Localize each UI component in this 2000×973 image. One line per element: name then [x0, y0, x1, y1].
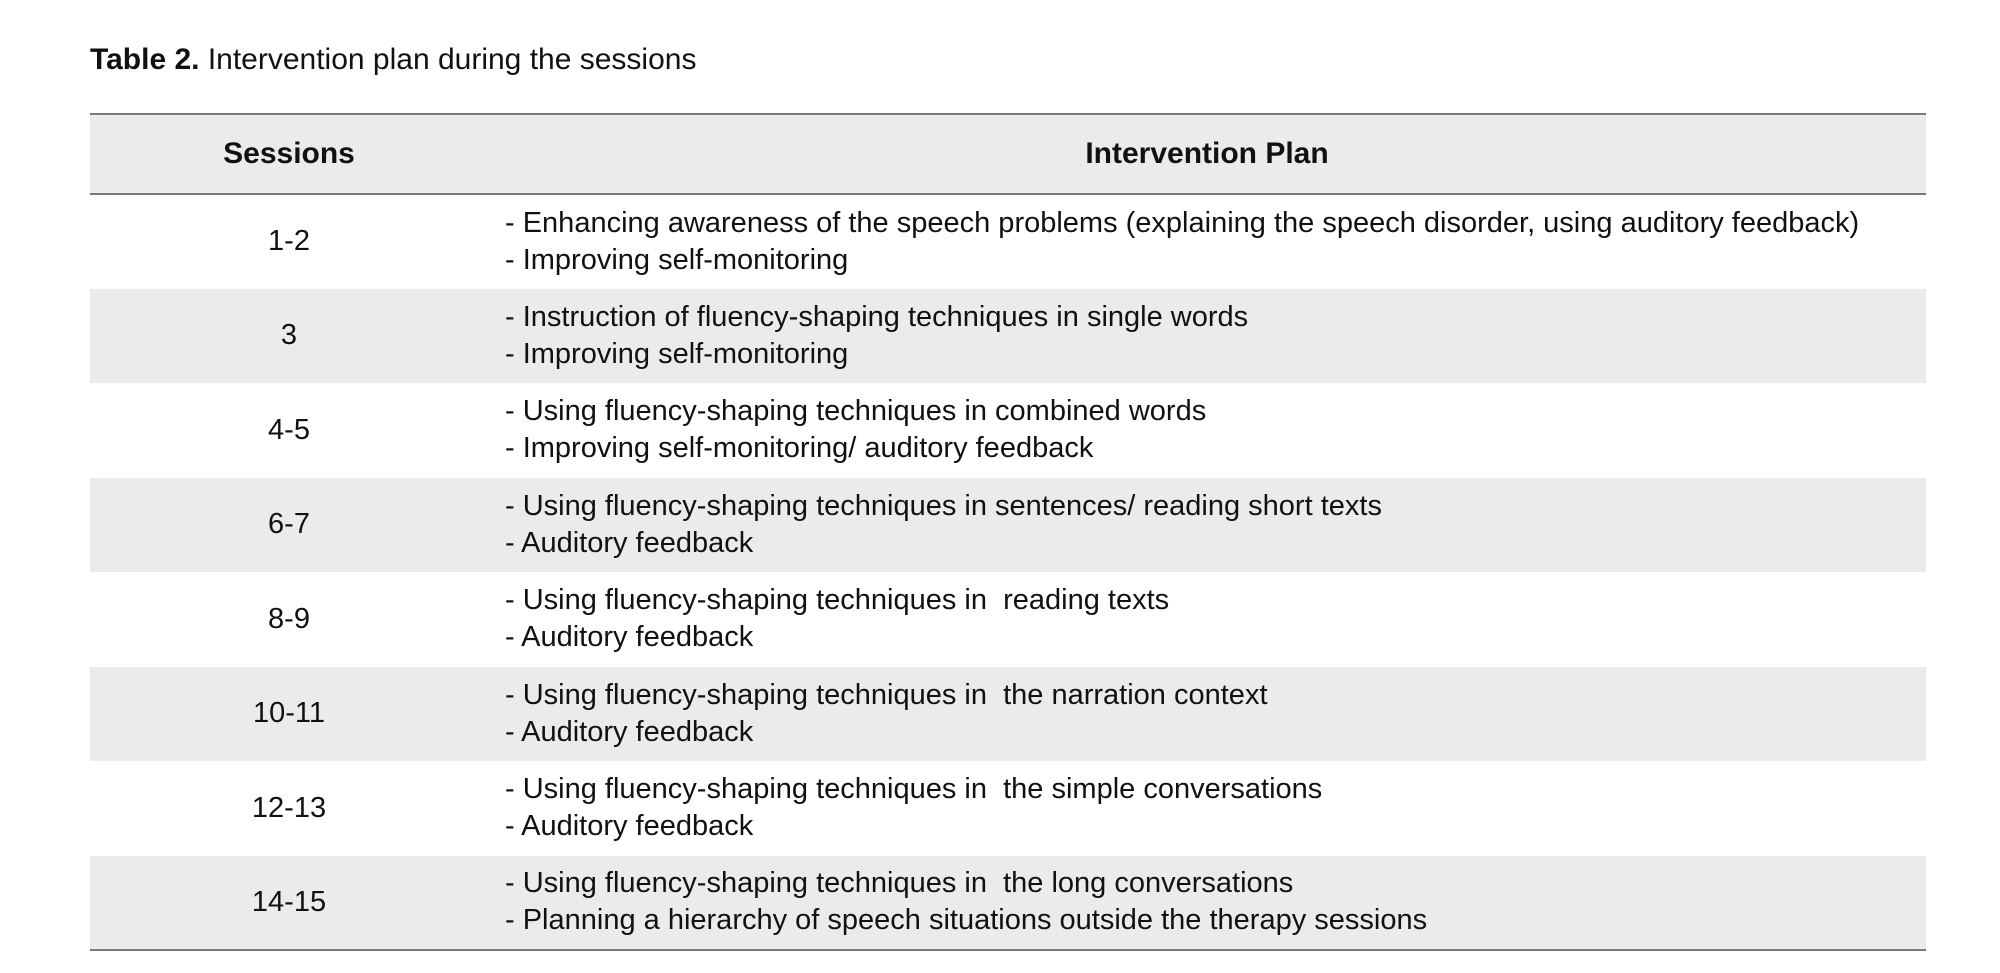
plan-line: - Using fluency-shaping techniques in sentences/ reading short texts	[505, 489, 1382, 522]
plan-line: - Using fluency-shaping techniques in the long conversations	[505, 867, 1294, 900]
plan-cell	[488, 194, 1926, 289]
plan-line: - Using fluency-shaping techniques in the narration context	[505, 678, 1268, 711]
plan-line: - Planning a hierarchy of speech situations outside the therapy sessions	[505, 904, 1428, 937]
caption-text: Intervention plan during the sessions	[199, 43, 697, 76]
plan-line: - Improving self-monitoring/ auditory feedback	[505, 432, 1094, 465]
session-cell: 3	[280, 319, 298, 352]
session-cell: 10-11	[252, 697, 326, 730]
plan-line: - Auditory feedback	[505, 810, 754, 843]
plan-line: - Enhancing awareness of the speech problems (explaining the speech disorder, using auditory feedback)	[505, 206, 1860, 239]
plan-cell	[488, 572, 1926, 667]
caption-label: Table 2.	[90, 43, 200, 76]
plan-line: - Using fluency-shaping techniques in combined words	[505, 395, 1207, 428]
table-row	[90, 856, 1926, 951]
table-row	[90, 667, 1926, 762]
table-row	[90, 572, 1926, 667]
table-row	[90, 761, 1926, 856]
plan-cell	[488, 383, 1926, 478]
plan-line: - Auditory feedback	[505, 715, 754, 748]
plan-line: - Instruction of fluency-shaping techniques in single words	[505, 300, 1249, 333]
session-cell: 1-2	[268, 225, 310, 258]
plan-line: - Auditory feedback	[505, 621, 754, 654]
plan-line: - Using fluency-shaping techniques in the simple conversations	[505, 773, 1323, 806]
table-row	[90, 383, 1926, 478]
table-caption	[90, 40, 696, 80]
table-row	[90, 289, 1926, 384]
intervention-table-container	[90, 113, 1926, 951]
intervention-table	[90, 113, 1926, 951]
header-sessions: Sessions	[223, 137, 355, 170]
plan-cell	[488, 478, 1926, 573]
plan-cell	[488, 289, 1926, 384]
session-cell: 14-15	[251, 885, 327, 918]
session-cell: 4-5	[268, 413, 310, 446]
table-row	[90, 478, 1926, 573]
plan-line: - Improving self-monitoring	[505, 243, 849, 276]
plan-line: - Improving self-monitoring	[505, 337, 849, 370]
plan-cell	[488, 856, 1926, 951]
header-intervention-plan: Intervention Plan	[1085, 137, 1329, 170]
plan-line: - Using fluency-shaping techniques in reading texts	[505, 584, 1170, 617]
session-cell: 6-7	[268, 508, 310, 541]
session-cell: 8-9	[268, 602, 310, 635]
session-cell: 12-13	[251, 791, 327, 824]
table-header-row	[90, 114, 1926, 194]
plan-line: - Auditory feedback	[505, 526, 754, 559]
plan-cell	[488, 761, 1926, 856]
table-row	[90, 194, 1926, 289]
plan-cell	[488, 667, 1926, 762]
